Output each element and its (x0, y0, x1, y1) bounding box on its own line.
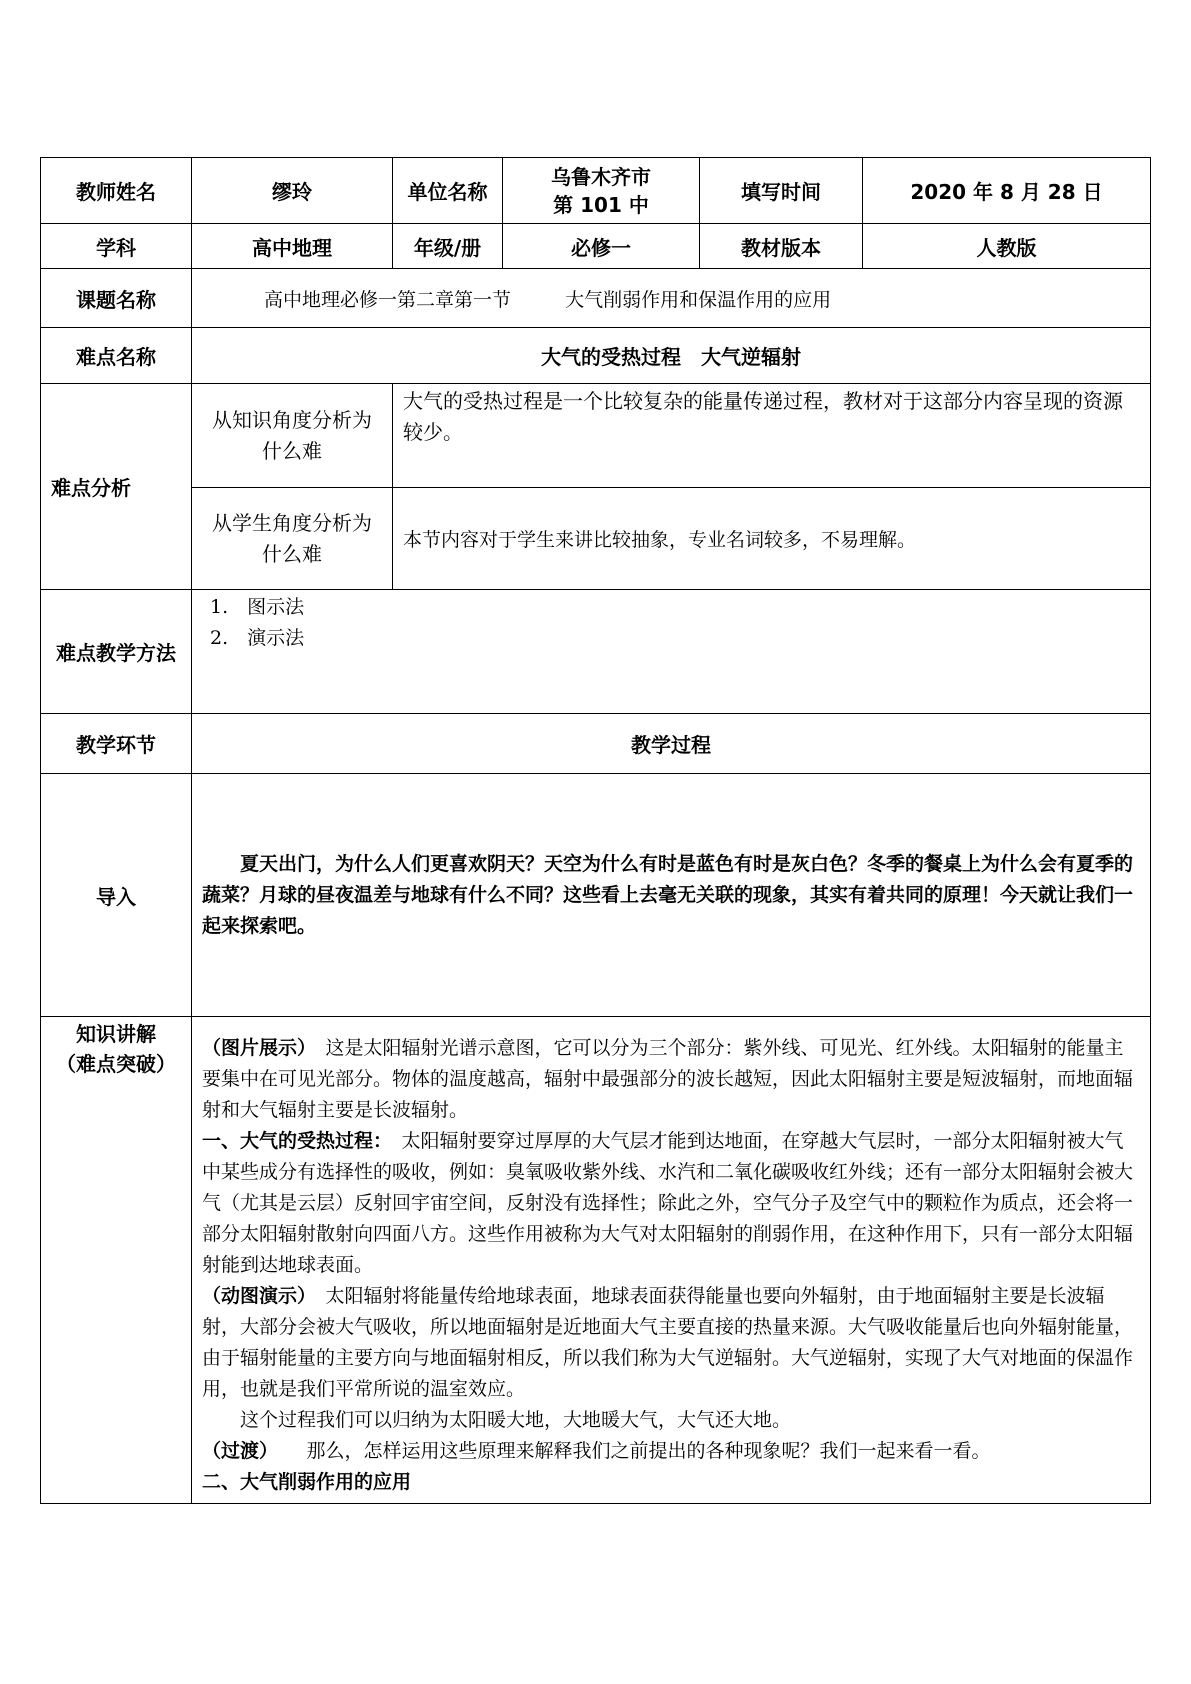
fill-time-label: 填写时间 (700, 158, 863, 224)
intro-row (41, 774, 1151, 1017)
unit-value (503, 158, 700, 224)
student-angle-label: 从学生角度分析为什么难 (192, 488, 393, 590)
knowledge-para-4: 这个过程我们可以归纳为太阳暖大地，大地暖大气，大气还大地。 (240, 1409, 792, 1431)
knowledge-row (41, 1017, 1151, 1504)
topic-value (192, 269, 1151, 328)
fill-time: 2020 年 8 月 28 日 (863, 158, 1151, 224)
topic-row (41, 269, 1151, 328)
grade: 必修一 (503, 224, 700, 269)
teacher-name-label: 教师姓名 (41, 158, 192, 224)
grade-label: 年级/册 (393, 224, 503, 269)
analysis-row-student (41, 488, 1151, 590)
subject: 高中地理 (192, 224, 393, 269)
methods-label: 难点教学方法 (41, 590, 192, 714)
lesson-plan-table (40, 157, 1151, 1504)
process-header-row (41, 714, 1151, 774)
knowledge-para-2-text: 太阳辐射要穿过厚厚的大气层才能到达地面，在穿越大气层时，一部分太阳辐射被大气中某些成分有选择性的吸收，例如：臭氧吸收紫外线、水汽和二氧化碳吸收红外线；还有一部分太阳辐射会被大气（尤其是云层）反射回宇宙空间，反射没有选择性；除此之外，空气分子及空气中的颗粒作为质点，还会将一部分太阳辐射散射向四面八方。这些作用被称为大气对太阳辐射的削弱作用，在这种作用下，只有一部分太阳辐射能到达地球表面。 (202, 1130, 1134, 1276)
heating-process-heading: 一、大气的受热过程： (202, 1130, 383, 1152)
animation-demo-tag: （动图演示） (202, 1285, 307, 1307)
method-item-1: 1. 图示法 (210, 596, 305, 618)
knowledge-para-5-text: 那么，怎样运用这些原理来解释我们之前提出的各种现象呢？我们一起来看一看。 (268, 1440, 991, 1462)
knowledge-para-3-text: 太阳辐射将能量传给地球表面，地球表面获得能量也要向外辐射，由于地面辐射主要是长波辐射，大部分会被大气吸收，所以地面辐射是近地面大气主要直接的热量来源。大气吸收能量后也向外辐射能量，由于辐射能量的主要方向与地面辐射相反，所以我们称为大气逆辐射。大气逆辐射，实现了大气对地面的保温作用，也就是我们平常所说的温室效应。 (202, 1285, 1134, 1400)
knowledge-content (192, 1017, 1151, 1504)
unit-line-2: 第 101 中 (553, 192, 649, 217)
transition-tag: （过渡） (202, 1440, 269, 1462)
textbook: 人教版 (863, 224, 1151, 269)
header-row-2 (41, 224, 1151, 269)
knowledge-para-2 (202, 1126, 1140, 1281)
methods-row (41, 590, 1151, 714)
weakening-application-heading: 二、大气削弱作用的应用 (202, 1471, 412, 1493)
method-item-2: 2. 演示法 (210, 627, 305, 649)
knowledge-label-line1: 知识讲解 (76, 1022, 156, 1046)
subject-label: 学科 (41, 224, 192, 269)
student-angle-text: 本节内容对于学生来讲比较抽象，专业名词较多，不易理解。 (393, 488, 1151, 590)
intro-label: 导入 (41, 774, 192, 1017)
header-row-1 (41, 158, 1151, 224)
intro-text: 夏天出门，为什么人们更喜欢阴天？天空为什么有时是蓝色有时是灰白色？冬季的餐桌上为什么会有夏季的蔬菜？月球的昼夜温差与地球有什么不同？这些看上去毫无关联的现象，其实有着共同的原理！今天就让我们一起来探索吧。 (192, 774, 1151, 1017)
teacher-name: 缪玲 (192, 158, 393, 224)
methods-list (192, 590, 1151, 714)
topic-value-part1: 高中地理必修一第二章第一节 (264, 288, 512, 311)
analysis-label: 难点分析 (41, 384, 192, 590)
knowledge-label (41, 1017, 192, 1504)
knowledge-angle-text: 大气的受热过程是一个比较复杂的能量传递过程，教材对于这部分内容呈现的资源较少。 (393, 384, 1151, 488)
knowledge-angle-label: 从知识角度分析为什么难 (192, 384, 393, 488)
difficulty-value: 大气的受热过程 大气逆辐射 (192, 328, 1151, 384)
process-label: 教学过程 (192, 714, 1151, 774)
difficulty-row (41, 328, 1151, 384)
knowledge-para-5 (202, 1436, 1140, 1467)
unit-line-1: 乌鲁木齐市 (551, 164, 651, 189)
textbook-label: 教材版本 (700, 224, 863, 269)
stage-label: 教学环节 (41, 714, 192, 774)
knowledge-para-1-text: 这是太阳辐射光谱示意图，它可以分为三个部分：紫外线、可见光、红外线。太阳辐射的能量主要集中在可见光部分。物体的温度越高，辐射中最强部分的波长越短，因此太阳辐射主要是短波辐射，而地面辐射和大气辐射主要是长波辐射。 (202, 1037, 1134, 1121)
knowledge-label-line2: （难点突破） (56, 1052, 176, 1076)
knowledge-para-3 (202, 1281, 1140, 1405)
image-display-tag: （图片展示） (202, 1037, 307, 1059)
difficulty-label: 难点名称 (41, 328, 192, 384)
knowledge-para-1 (202, 1033, 1140, 1126)
topic-label: 课题名称 (41, 269, 192, 328)
topic-value-part2: 大气削弱作用和保温作用的应用 (565, 288, 832, 311)
analysis-row-knowledge (41, 384, 1151, 488)
unit-label: 单位名称 (393, 158, 503, 224)
